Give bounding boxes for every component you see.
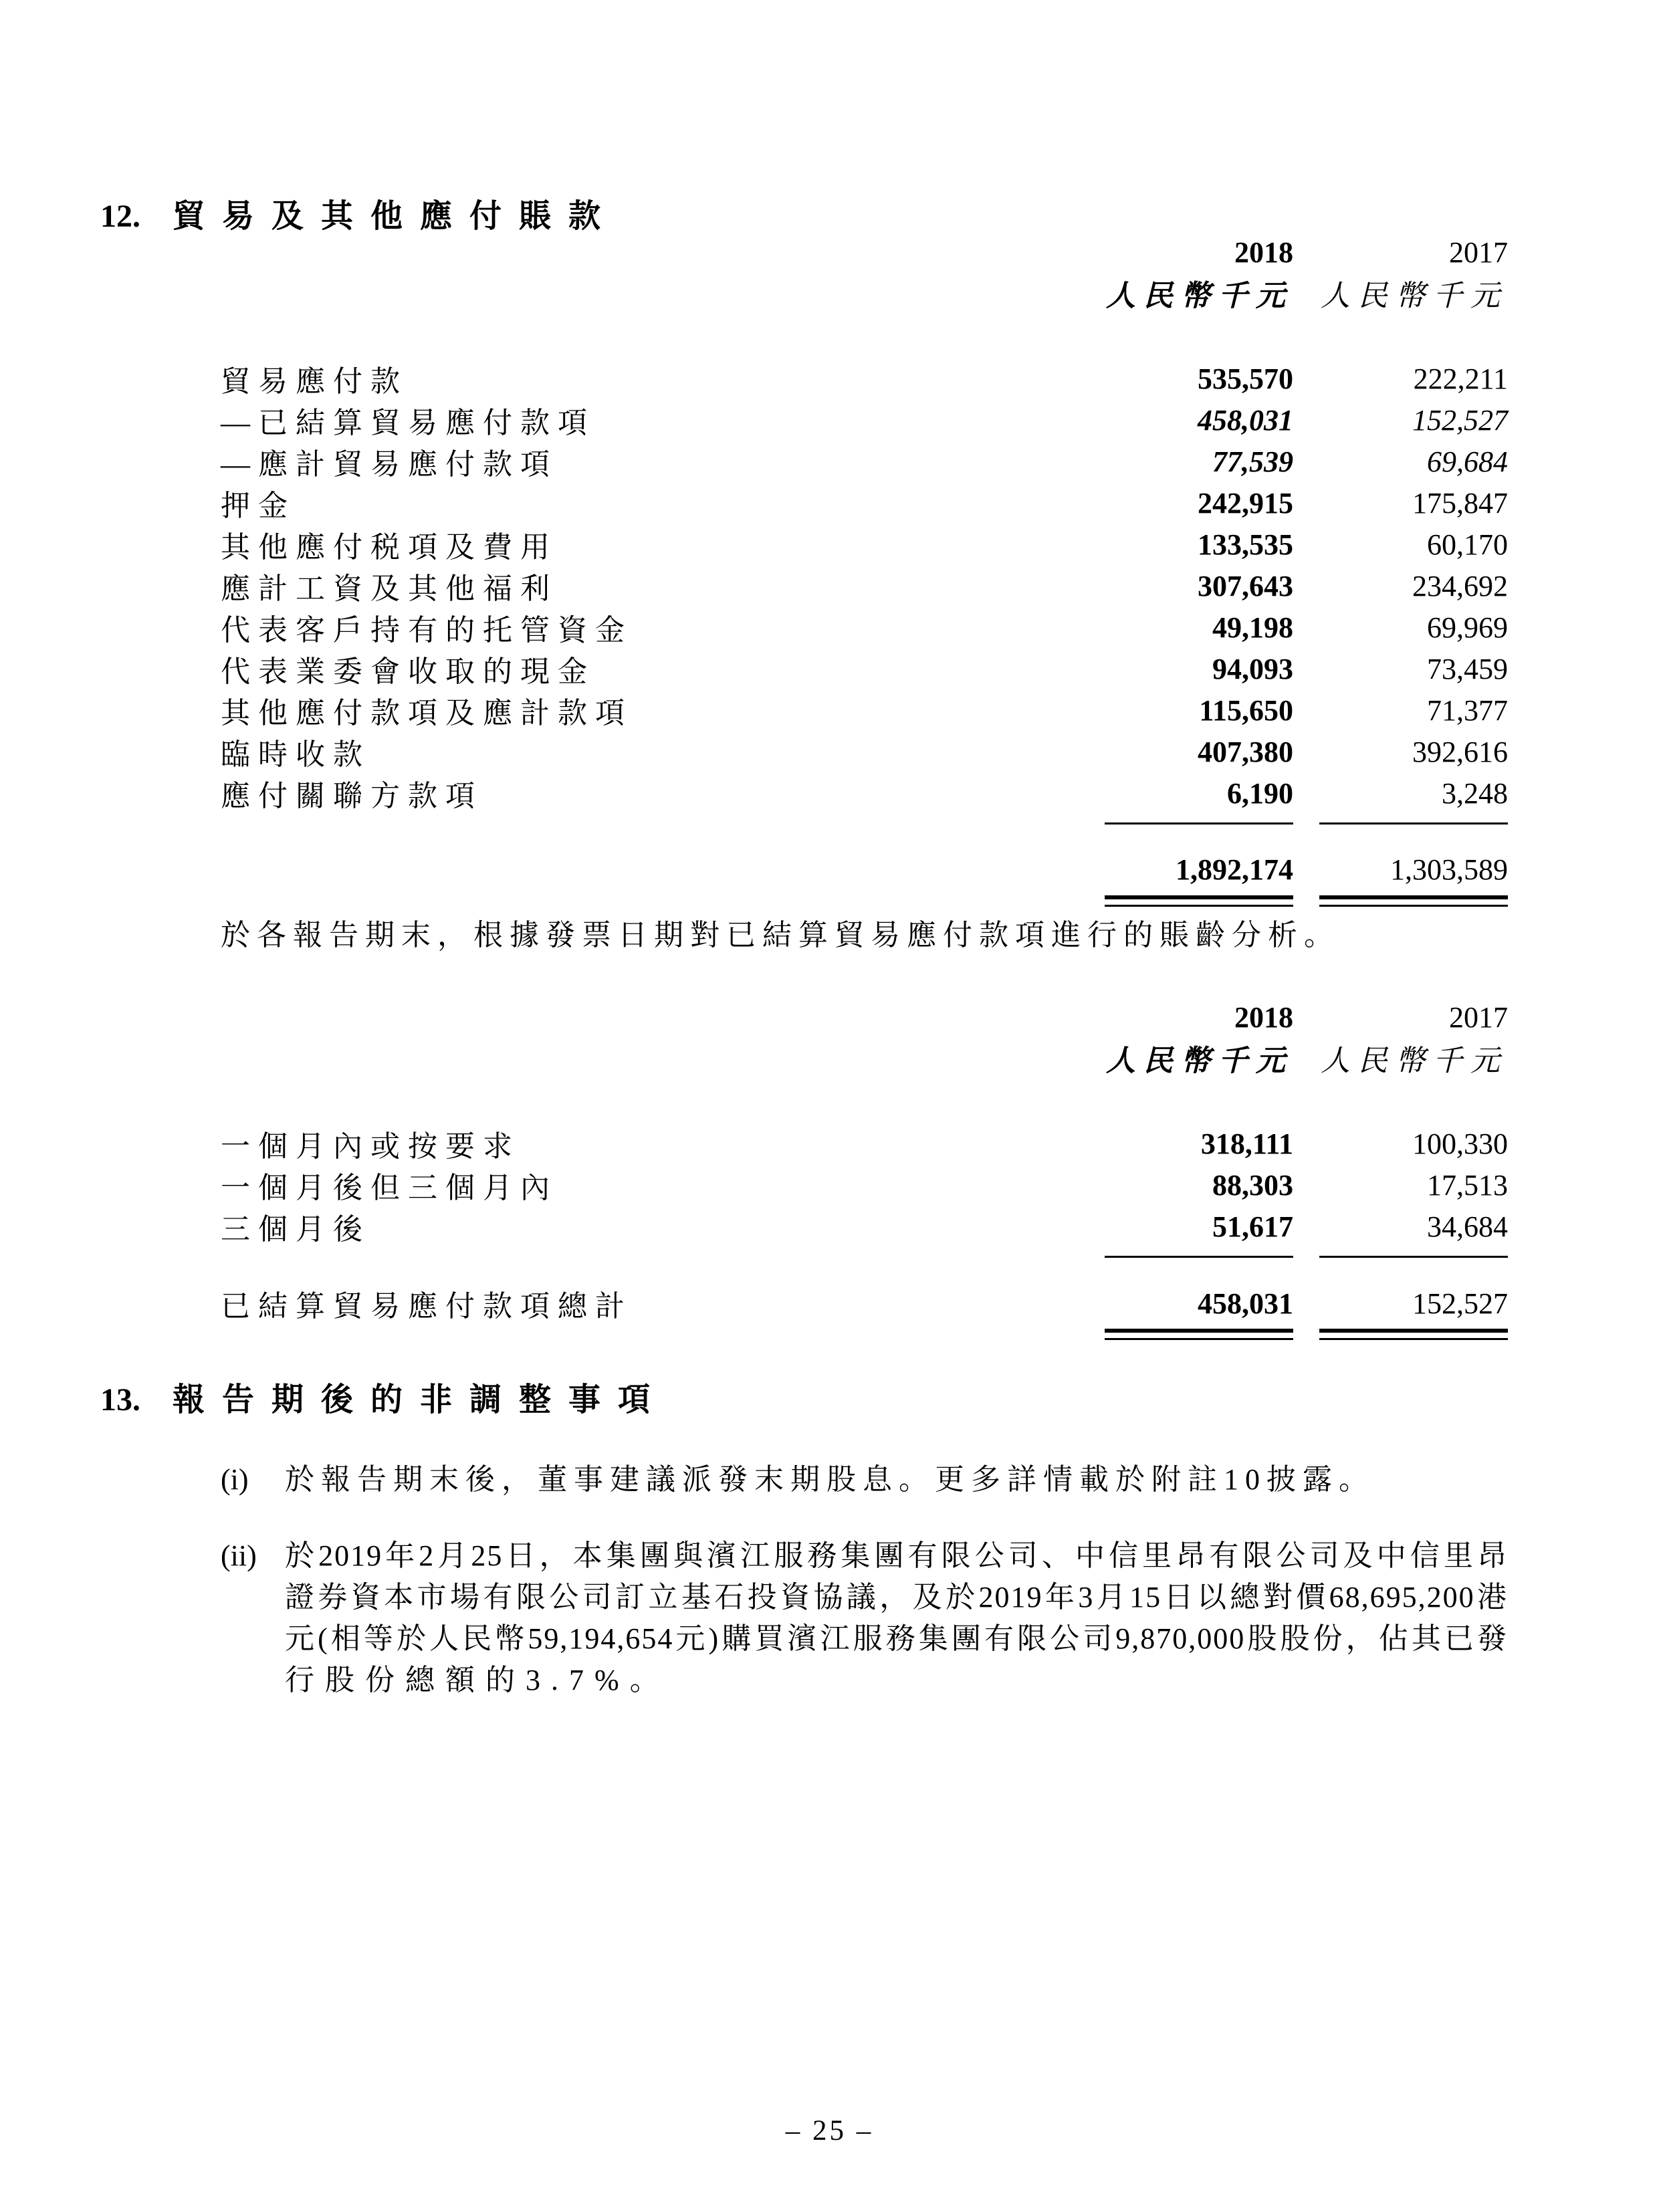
payables-table-header [221,233,1508,313]
rule-line-2017 [1319,822,1508,824]
unit-2017-header: 人民幣千元 [1321,1044,1508,1077]
value-2017: 71,377 [1427,693,1508,727]
section-title: 貿易及其他應付賬款 [173,199,619,234]
table-row [221,730,1508,772]
year-header-row [221,233,1508,271]
year-2018-header: 2018 [1234,235,1293,269]
single-rule-row [221,1246,1508,1258]
row-label: 臨時收款 [221,738,370,771]
double-rule-2018 [1105,895,1293,907]
rule-line-2018 [1105,822,1293,824]
total-2017: 152,527 [1412,1287,1508,1320]
table-row [221,481,1508,523]
row-label: 其他應付税項及費用 [221,531,558,564]
value-2017: 234,692 [1412,569,1508,602]
double-rule-row [221,890,1508,907]
row-label: 代表業委會收取的現金 [221,655,595,688]
value-2017: 175,847 [1412,486,1508,520]
row-label: 一個月內或按要求 [221,1130,520,1163]
list-item-ii [221,1535,1508,1701]
table-row [221,647,1508,689]
value-2017: 69,684 [1427,445,1508,478]
value-2018: 407,380 [1198,735,1293,768]
payables-table [221,357,1508,907]
section-number: 13. [100,1382,140,1418]
value-2017: 73,459 [1427,652,1508,685]
value-2018: 318,111 [1200,1127,1293,1160]
item-marker: (ii) [221,1539,257,1572]
row-label: —應計貿易應付款項 [221,448,558,481]
table-row [221,399,1508,440]
value-2017: 392,616 [1412,735,1508,768]
value-2018: 88,303 [1212,1168,1293,1202]
page-number: – 25 – [785,2115,874,2146]
unit-header-row [221,271,1508,313]
total-row [221,849,1508,890]
value-2017: 100,330 [1412,1127,1508,1160]
section-number: 12. [100,199,140,234]
value-2017: 3,248 [1442,776,1508,810]
item-text-line: 證券資本市場有限公司訂立基石投資協議，及於2019年3月15日以總對價68,695,200港 [285,1581,1508,1614]
double-rule-2017 [1319,895,1508,907]
value-2018: 77,539 [1212,445,1293,478]
row-label: 三個月後 [221,1213,370,1246]
aging-analysis-note: 於各報告期末，根據發票日期對已結算貿易應付款項進行的賬齡分析。 [221,919,1340,952]
section-title: 報告期後的非調整事項 [173,1382,668,1418]
value-2017: 222,211 [1413,362,1508,395]
item-text: 於報告期末後，董事建議派發末期股息。更多詳情載於附註10披露。 [285,1463,1375,1496]
double-rule-row [221,1323,1508,1340]
value-2017: 60,170 [1427,528,1508,561]
row-label: 應付關聯方款項 [221,780,483,812]
table-row [221,440,1508,481]
row-label: 一個月後但三個月內 [221,1172,558,1204]
item-text-line: 於2019年2月25日，本集團與濱江服務集團有限公司、中信里昂有限公司及中信里昂 [285,1539,1508,1572]
table-row [221,523,1508,564]
table-row [221,1205,1508,1246]
year-header-row [221,998,1508,1036]
section-13-heading [100,1379,667,1422]
unit-2018-header: 人民幣千元 [1106,1044,1293,1077]
row-label: 其他應付款項及應計款項 [221,697,633,730]
total-2018: 458,031 [1198,1287,1293,1320]
value-2018: 535,570 [1198,362,1293,395]
row-label: 押金 [221,489,296,522]
aging-table [221,1122,1508,1340]
value-2018: 115,650 [1199,693,1293,727]
value-2018: 94,093 [1212,652,1293,685]
aging-table-header [221,998,1508,1078]
total-2018: 1,892,174 [1176,853,1293,886]
unit-2017-header: 人民幣千元 [1321,280,1508,312]
table-row [221,564,1508,606]
year-2018-header: 2018 [1234,1000,1293,1034]
year-2017-header: 2017 [1449,235,1508,269]
section-12-heading [100,195,618,238]
double-rule-2017 [1319,1329,1508,1340]
rule-line-2017 [1319,1256,1508,1258]
total-label: 已結算貿易應付款項總計 [221,1290,633,1323]
value-2018: 307,643 [1198,569,1293,602]
row-label: —已結算貿易應付款項 [221,407,595,439]
table-row [221,357,1508,399]
value-2017: 152,527 [1412,403,1508,437]
list-item-i [221,1459,1508,1501]
table-row [221,1164,1508,1205]
unit-header-row [221,1036,1508,1078]
year-2017-header: 2017 [1449,1000,1508,1034]
value-2018: 6,190 [1227,776,1293,810]
item-text-line: 行股份總額的3.7%。 [285,1664,670,1696]
unit-2018-header: 人民幣千元 [1106,280,1293,312]
item-text-line: 元(相等於人民幣59,194,654元)購買濱江服務集團有限公司9,870,000股股份，佔其已發 [285,1622,1508,1655]
item-marker: (i) [221,1463,249,1496]
value-2018: 49,198 [1212,611,1293,644]
rule-line-2018 [1105,1256,1293,1258]
value-2018: 242,915 [1198,486,1293,520]
value-2018: 458,031 [1198,403,1293,437]
row-label: 貿易應付款 [221,365,408,398]
row-label: 應計工資及其他福利 [221,572,558,605]
value-2018: 133,535 [1198,528,1293,561]
total-row [221,1282,1508,1323]
table-row [221,772,1508,813]
double-rule-2018 [1105,1329,1293,1340]
value-2017: 69,969 [1427,611,1508,644]
table-row [221,606,1508,647]
total-2017: 1,303,589 [1390,853,1508,886]
single-rule-row [221,813,1508,824]
value-2017: 17,513 [1427,1168,1508,1202]
item-text [285,1535,1508,1701]
row-label: 代表客戶持有的托管資金 [221,614,633,647]
table-row [221,1122,1508,1164]
table-row [221,689,1508,730]
value-2017: 34,684 [1427,1210,1508,1243]
value-2018: 51,617 [1212,1210,1293,1243]
